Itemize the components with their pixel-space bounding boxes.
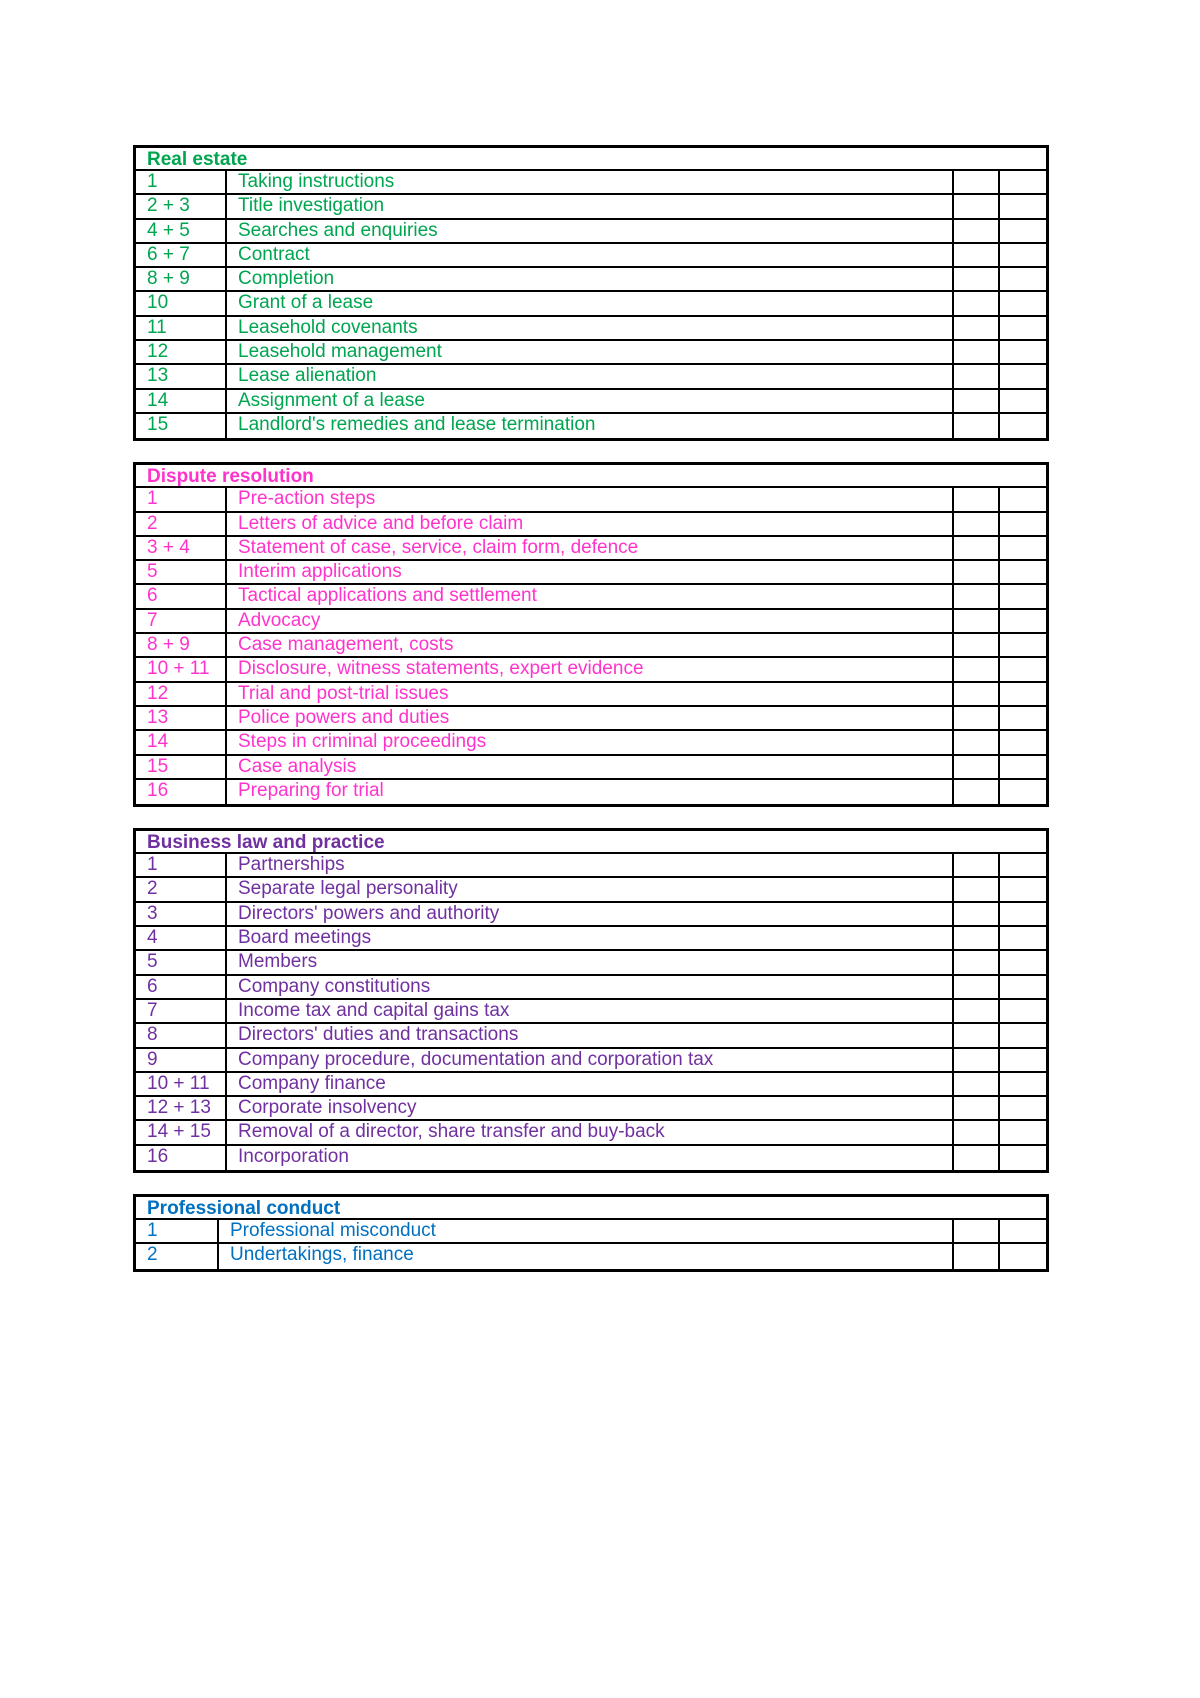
check-box-1[interactable] (954, 1146, 1000, 1170)
check-box-2[interactable] (1000, 1049, 1046, 1071)
chapter-number: 5 (136, 951, 227, 973)
section-dr (133, 462, 1049, 807)
check-box-2[interactable] (1000, 365, 1046, 387)
table-row (136, 731, 1046, 755)
table-row (136, 780, 1046, 804)
topic-name: Partnerships (227, 854, 954, 876)
check-box-2[interactable] (1000, 390, 1046, 412)
table-row (136, 1049, 1046, 1073)
table-row (136, 244, 1046, 268)
check-box-2[interactable] (1000, 561, 1046, 583)
table-row (136, 1244, 1046, 1268)
topic-name: Preparing for trial (227, 780, 954, 804)
table-row (136, 195, 1046, 219)
table-row (136, 1146, 1046, 1170)
check-box-1[interactable] (954, 561, 1000, 583)
check-box-1[interactable] (954, 707, 1000, 729)
chapter-number: 13 (136, 707, 227, 729)
check-box-1[interactable] (954, 780, 1000, 804)
check-box-2[interactable] (1000, 317, 1046, 339)
table-row (136, 951, 1046, 975)
topic-name: Completion (227, 268, 954, 290)
chapter-number: 2 (136, 878, 227, 900)
topic-name: Professional misconduct (219, 1220, 954, 1242)
table-row (136, 341, 1046, 365)
check-box-2[interactable] (1000, 585, 1046, 607)
topic-name: Corporate insolvency (227, 1097, 954, 1119)
check-box-1[interactable] (954, 1244, 1000, 1268)
chapter-number: 1 (136, 488, 227, 510)
check-box-1[interactable] (954, 244, 1000, 266)
check-box-2[interactable] (1000, 513, 1046, 535)
table-row (136, 1220, 1046, 1244)
topic-name: Members (227, 951, 954, 973)
topic-name: Incorporation (227, 1146, 954, 1170)
table-row (136, 561, 1046, 585)
check-box-1[interactable] (954, 292, 1000, 314)
check-box-1[interactable] (954, 878, 1000, 900)
check-box-2[interactable] (1000, 268, 1046, 290)
topic-name: Case analysis (227, 756, 954, 778)
check-box-2[interactable] (1000, 756, 1046, 778)
chapter-number: 9 (136, 1049, 227, 1071)
check-box-2[interactable] (1000, 1073, 1046, 1095)
check-box-1[interactable] (954, 951, 1000, 973)
topic-name: Title investigation (227, 195, 954, 217)
table-row (136, 365, 1046, 389)
check-box-2[interactable] (1000, 683, 1046, 705)
check-box-2[interactable] (1000, 292, 1046, 314)
chapter-number: 5 (136, 561, 227, 583)
check-box-2[interactable] (1000, 634, 1046, 656)
topic-name: Advocacy (227, 610, 954, 632)
chapter-number: 3 (136, 903, 227, 925)
check-box-1[interactable] (954, 1097, 1000, 1119)
topic-name: Lease alienation (227, 365, 954, 387)
topic-name: Searches and enquiries (227, 220, 954, 242)
check-box-2[interactable] (1000, 195, 1046, 217)
topic-name: Company constitutions (227, 976, 954, 998)
table-row (136, 268, 1046, 292)
table-row (136, 171, 1046, 195)
check-box-1[interactable] (954, 1220, 1000, 1242)
section-title: Business law and practice (136, 831, 1046, 854)
section-title: Professional conduct (136, 1197, 1046, 1220)
check-box-2[interactable] (1000, 244, 1046, 266)
topic-name: Tactical applications and settlement (227, 585, 954, 607)
check-box-1[interactable] (954, 1049, 1000, 1071)
chapter-number: 2 + 3 (136, 195, 227, 217)
table-row (136, 756, 1046, 780)
check-box-1[interactable] (954, 976, 1000, 998)
check-box-2[interactable] (1000, 341, 1046, 363)
check-box-2[interactable] (1000, 537, 1046, 559)
section-title: Real estate (136, 148, 1046, 171)
topic-name: Police powers and duties (227, 707, 954, 729)
table-row (136, 903, 1046, 927)
check-box-1[interactable] (954, 488, 1000, 510)
topic-name: Company procedure, documentation and corporation tax (227, 1049, 954, 1071)
check-box-1[interactable] (954, 683, 1000, 705)
table-row (136, 1097, 1046, 1121)
check-box-2[interactable] (1000, 1000, 1046, 1022)
check-box-1[interactable] (954, 317, 1000, 339)
chapter-number: 4 (136, 927, 227, 949)
chapter-number: 2 (136, 513, 227, 535)
table-row (136, 390, 1046, 414)
section-pc (133, 1194, 1049, 1272)
check-box-2[interactable] (1000, 1121, 1046, 1143)
table-row (136, 878, 1046, 902)
check-box-1[interactable] (954, 585, 1000, 607)
chapter-number: 16 (136, 1146, 227, 1170)
check-box-2[interactable] (1000, 878, 1046, 900)
chapter-number: 7 (136, 1000, 227, 1022)
table-row (136, 292, 1046, 316)
check-box-2[interactable] (1000, 1220, 1046, 1242)
topic-name: Steps in criminal proceedings (227, 731, 954, 753)
topic-name: Removal of a director, share transfer and buy-back (227, 1121, 954, 1143)
table-row (136, 1000, 1046, 1024)
topic-name: Landlord's remedies and lease termination (227, 414, 954, 438)
check-box-2[interactable] (1000, 707, 1046, 729)
chapter-number: 8 (136, 1024, 227, 1046)
topic-name: Assignment of a lease (227, 390, 954, 412)
chapter-number: 8 + 9 (136, 634, 227, 656)
table-row (136, 513, 1046, 537)
topic-name: Undertakings, finance (219, 1244, 954, 1268)
table-row (136, 220, 1046, 244)
chapter-number: 3 + 4 (136, 537, 227, 559)
check-box-1[interactable] (954, 756, 1000, 778)
chapter-number: 15 (136, 756, 227, 778)
chapter-number: 11 (136, 317, 227, 339)
table-row (136, 488, 1046, 512)
table-row (136, 658, 1046, 682)
table-row (136, 707, 1046, 731)
table-row (136, 537, 1046, 561)
topic-name: Grant of a lease (227, 292, 954, 314)
chapter-number: 12 + 13 (136, 1097, 227, 1119)
check-box-2[interactable] (1000, 658, 1046, 680)
check-box-1[interactable] (954, 195, 1000, 217)
chapter-number: 7 (136, 610, 227, 632)
chapter-number: 12 (136, 683, 227, 705)
check-box-1[interactable] (954, 731, 1000, 753)
topic-name: Disclosure, witness statements, expert evidence (227, 658, 954, 680)
check-box-1[interactable] (954, 365, 1000, 387)
check-box-1[interactable] (954, 1024, 1000, 1046)
topic-name: Case management, costs (227, 634, 954, 656)
check-box-2[interactable] (1000, 610, 1046, 632)
table-row (136, 1024, 1046, 1048)
topic-name: Interim applications (227, 561, 954, 583)
topic-name: Letters of advice and before claim (227, 513, 954, 535)
check-box-1[interactable] (954, 537, 1000, 559)
chapter-number: 1 (136, 854, 227, 876)
chapter-number: 1 (136, 1220, 219, 1242)
section-blp (133, 828, 1049, 1173)
check-box-2[interactable] (1000, 1244, 1046, 1268)
check-box-1[interactable] (954, 1073, 1000, 1095)
check-box-2[interactable] (1000, 414, 1046, 438)
table-row (136, 1121, 1046, 1145)
check-box-1[interactable] (954, 634, 1000, 656)
check-box-2[interactable] (1000, 731, 1046, 753)
chapter-number: 10 (136, 292, 227, 314)
check-box-1[interactable] (954, 341, 1000, 363)
check-box-1[interactable] (954, 610, 1000, 632)
chapter-number: 6 (136, 585, 227, 607)
section-re (133, 145, 1049, 441)
check-box-1[interactable] (954, 268, 1000, 290)
table-row (136, 317, 1046, 341)
chapter-number: 14 (136, 390, 227, 412)
topic-name: Directors' duties and transactions (227, 1024, 954, 1046)
table-row (136, 683, 1046, 707)
topic-name: Board meetings (227, 927, 954, 949)
topic-name: Company finance (227, 1073, 954, 1095)
check-box-1[interactable] (954, 658, 1000, 680)
table-row (136, 610, 1046, 634)
check-box-1[interactable] (954, 927, 1000, 949)
check-box-2[interactable] (1000, 780, 1046, 804)
table-row (136, 854, 1046, 878)
table-row (136, 1073, 1046, 1097)
check-box-2[interactable] (1000, 903, 1046, 925)
topic-name: Contract (227, 244, 954, 266)
check-box-2[interactable] (1000, 1146, 1046, 1170)
check-box-2[interactable] (1000, 1024, 1046, 1046)
table-row (136, 585, 1046, 609)
topic-name: Pre-action steps (227, 488, 954, 510)
topic-name: Leasehold covenants (227, 317, 954, 339)
check-box-1[interactable] (954, 414, 1000, 438)
chapter-number: 10 + 11 (136, 658, 227, 680)
check-box-2[interactable] (1000, 488, 1046, 510)
chapter-number: 6 (136, 976, 227, 998)
check-box-1[interactable] (954, 171, 1000, 193)
topic-name: Statement of case, service, claim form, defence (227, 537, 954, 559)
check-box-1[interactable] (954, 903, 1000, 925)
checklist-tables (133, 145, 1049, 1293)
topic-name: Taking instructions (227, 171, 954, 193)
table-row (136, 976, 1046, 1000)
table-row (136, 927, 1046, 951)
check-box-2[interactable] (1000, 927, 1046, 949)
topic-name: Trial and post-trial issues (227, 683, 954, 705)
chapter-number: 10 + 11 (136, 1073, 227, 1095)
chapter-number: 1 (136, 171, 227, 193)
check-box-2[interactable] (1000, 1097, 1046, 1119)
check-box-2[interactable] (1000, 220, 1046, 242)
chapter-number: 14 + 15 (136, 1121, 227, 1143)
chapter-number: 2 (136, 1244, 219, 1268)
check-box-2[interactable] (1000, 854, 1046, 876)
chapter-number: 4 + 5 (136, 220, 227, 242)
topic-name: Directors' powers and authority (227, 903, 954, 925)
topic-name: Leasehold management (227, 341, 954, 363)
check-box-1[interactable] (954, 1000, 1000, 1022)
check-box-1[interactable] (954, 1121, 1000, 1143)
check-box-2[interactable] (1000, 976, 1046, 998)
check-box-2[interactable] (1000, 951, 1046, 973)
check-box-1[interactable] (954, 854, 1000, 876)
table-row (136, 414, 1046, 438)
chapter-number: 14 (136, 731, 227, 753)
table-row (136, 634, 1046, 658)
check-box-1[interactable] (954, 220, 1000, 242)
check-box-1[interactable] (954, 390, 1000, 412)
topic-name: Separate legal personality (227, 878, 954, 900)
chapter-number: 6 + 7 (136, 244, 227, 266)
chapter-number: 8 + 9 (136, 268, 227, 290)
section-title: Dispute resolution (136, 465, 1046, 488)
chapter-number: 16 (136, 780, 227, 804)
check-box-1[interactable] (954, 513, 1000, 535)
chapter-number: 15 (136, 414, 227, 438)
chapter-number: 13 (136, 365, 227, 387)
topic-name: Income tax and capital gains tax (227, 1000, 954, 1022)
check-box-2[interactable] (1000, 171, 1046, 193)
chapter-number: 12 (136, 341, 227, 363)
